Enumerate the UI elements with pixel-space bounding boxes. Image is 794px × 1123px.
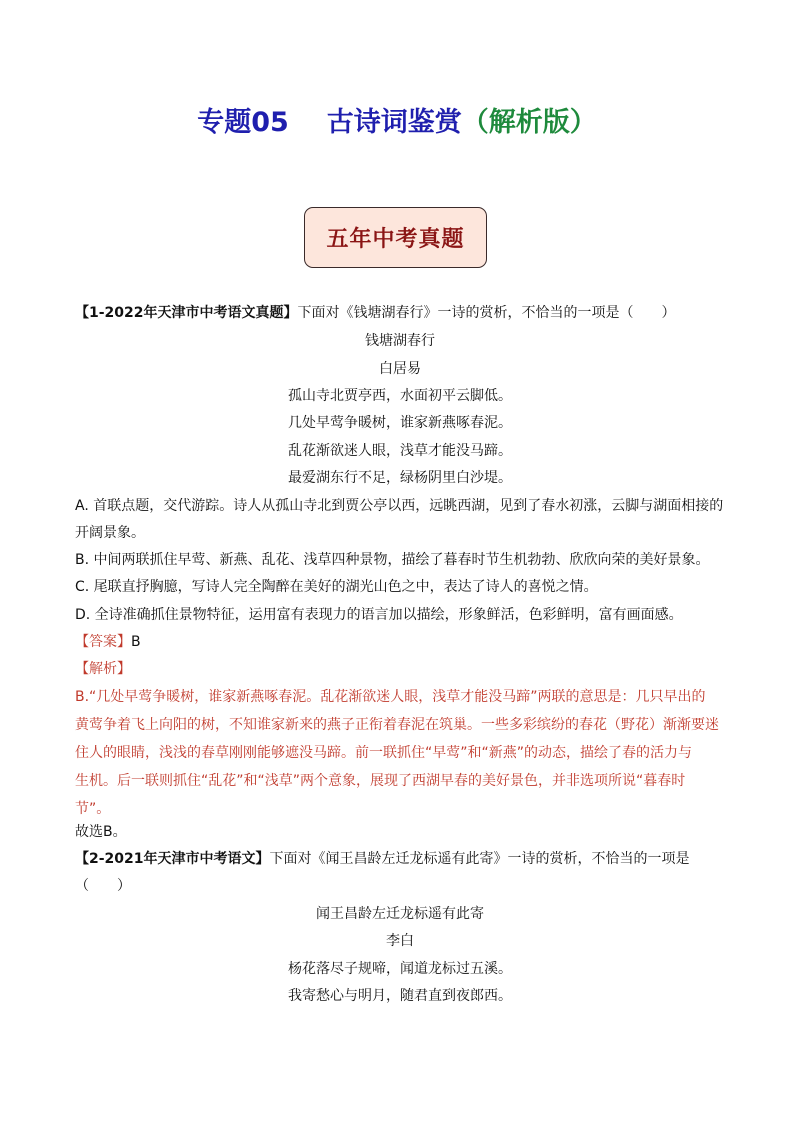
analysis-text [75,683,725,823]
option-a: A. 首联点题，交代游踪。诗人从孤山寺北到贾公亭以西，远眺西湖，见到了春水初涨，云脚与湖面相接的 [75,498,724,514]
option-a-continued: 开阔景象。 [75,525,145,541]
question-1-stem [75,299,725,327]
poem-2-author: 李白 [386,933,414,949]
poem-2-line: 杨花落尽子规啼，闻道龙标过五溪。 [288,961,512,977]
option-d: D. 全诗准确抓住景物特征，运用富有表现力的语言加以描绘，形象鲜活，色彩鲜明，富有画面感。 [75,607,683,623]
answer-label: 【答案】 [75,634,131,650]
question-2-prompt: 下面对《闻王昌龄左迁龙标遥有此寄》一诗的赏析，不恰当的一项是 [269,851,690,867]
poem-1-line: 孤山寺北贾亭西，水面初平云脚低。 [288,388,512,404]
topic-name: 古诗词鉴赏 [326,107,462,138]
question-1-prompt: 下面对《钱塘湖春行》一诗的赏析，不恰当的一项是（ ） [297,305,676,321]
answer-value: B [131,634,141,650]
answer-line [75,628,725,656]
analysis-line: 黄莺争着飞上向阳的树，不知谁家新来的燕子正衔着春泥在筑巢。一些多彩缤纷的春花（野花）渐渐要迷 [75,717,719,733]
poem-1-author: 白居易 [379,361,421,377]
poem-1-line: 最爱湖东行不足，绿杨阴里白沙堤。 [288,470,512,486]
conclusion: 故选B。 [75,824,127,840]
question-1-source: 【1-2022年天津市中考语文真题】 [75,305,298,321]
option-b: B. 中间两联抓住早莺、新燕、乱花、浅草四种景物，描绘了暮春时节生机勃勃、欣欣向荣的美好景象。 [75,552,710,568]
topic-label: 专题05 [197,107,289,138]
poem-1-line: 乱花渐欲迷人眼，浅草才能没马蹄。 [288,443,512,459]
analysis-line: 生机。后一联则抓住“乱花”和“浅草”两个意象，展现了西湖早春的美好景色，并非选项所说“暮春时 [75,773,686,789]
edition-label: （解析版） [461,107,597,138]
page-title [0,101,794,145]
question-2-paren: （ ） [75,878,131,894]
option-c: C. 尾联直抒胸臆，写诗人完全陶醉在美好的湖光山色之中，表达了诗人的喜悦之情。 [75,579,598,595]
analysis-label: 【解析】 [75,661,131,677]
poem-2-title: 闻王昌龄左迁龙标遥有此寄 [316,906,484,922]
poem-2-line: 我寄愁心与明月，随君直到夜郎西。 [288,988,512,1004]
poem-1-title: 钱塘湖春行 [365,333,435,349]
question-2-source: 【2-2021年天津市中考语文】 [75,851,270,867]
question-2-stem [75,845,725,873]
poem-1-line: 几处早莺争暖树，谁家新燕啄春泥。 [288,415,512,431]
analysis-line: 住人的眼睛，浅浅的春草刚刚能够遮没马蹄。前一联抓住“早莺”和“新燕”的动态，描绘了春的活力与 [75,745,693,761]
analysis-line: 节”。 [75,801,111,817]
section-badge: 五年中考真题 [304,207,487,268]
analysis-line: B.“几处早莺争暖树，谁家新燕啄春泥。乱花渐欲迷人眼，浅草才能没马蹄”两联的意思是：几只早出的 [75,689,706,705]
